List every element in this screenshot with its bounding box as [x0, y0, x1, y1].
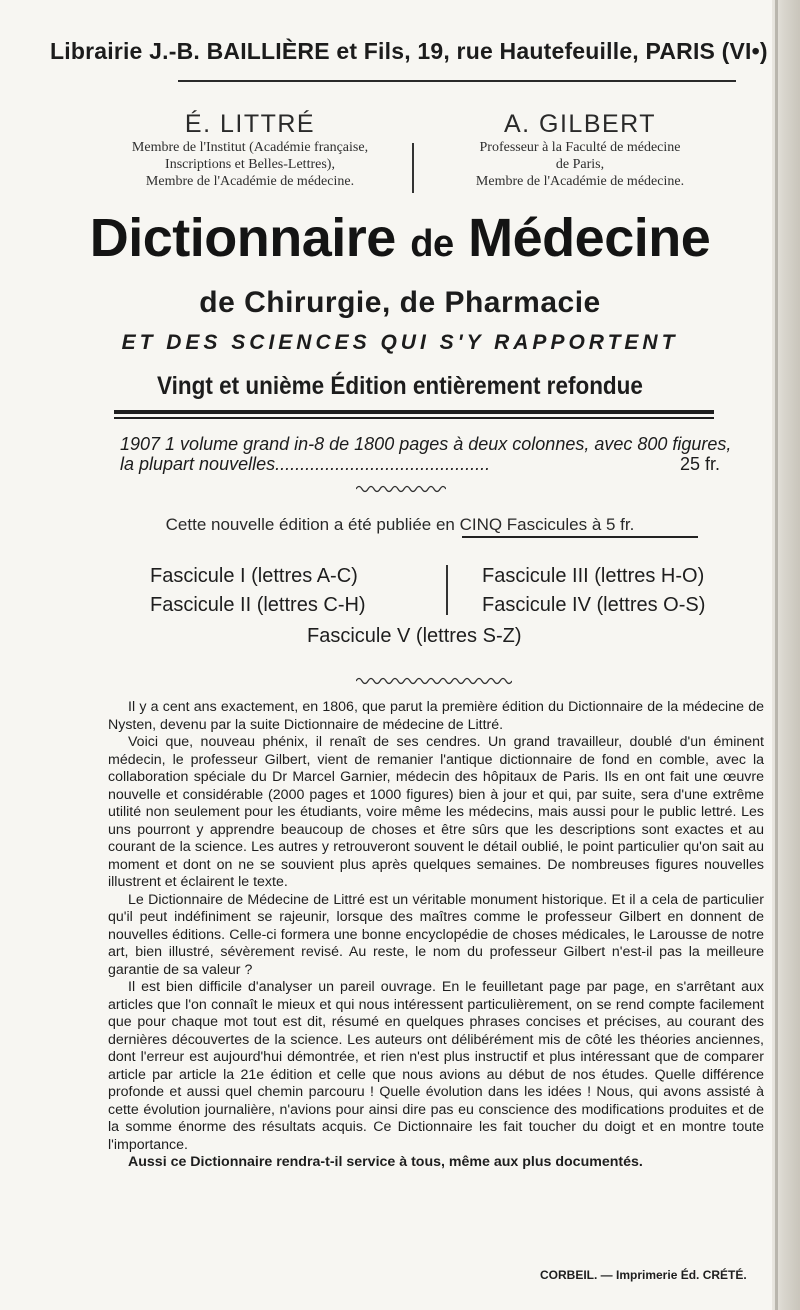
- author-littre: [100, 110, 400, 190]
- header-rule: [178, 80, 736, 82]
- publisher-header: Librairie J.-B. BAILLIÈRE et Fils, 19, rue Hautefeuille, PARIS (VI•): [50, 38, 768, 64]
- review-text: [108, 699, 764, 1172]
- book-subtitle: de Chirurgie, de Pharmacie: [199, 286, 601, 319]
- paragraph: Le Dictionnaire de Médecine de Littré est un véritable monument historique. Et il a cela de particulier qu'il peut indéfiniment se rajeunir, lorsque des maîtres comme le professeur Gilbert en donnent de nouvelles éditions. Celle-ci formera une bonne encyclopédie de choses médicales, le Larousse de notre art, bien illustré, sévèrement revisé. Au reste, le nom du professeur Gilbert n'est-il pas la meilleure garantie de sa valeur ?: [108, 891, 764, 978]
- volume-line-2: [120, 454, 740, 474]
- fascicule-5: Fascicule V (lettres S-Z): [307, 625, 522, 647]
- paragraph: Il y a cent ans exactement, en 1806, que parut la première édition du Dictionnaire de la médecine de Nysten, devenu par la suite Dictionnaire de médecine de Littré.: [108, 699, 764, 733]
- title-end: Médecine: [468, 208, 711, 268]
- fascicule-4: Fascicule IV (lettres O-S): [482, 594, 706, 616]
- page-edge-shadow: [775, 0, 778, 1310]
- edition-rule-thick: [114, 410, 714, 414]
- ornament-squiggle: [356, 676, 512, 686]
- sciences-line: ET DES SCIENCES QUI S'Y RAPPORTENT: [121, 331, 679, 354]
- fascicule-divider: [446, 565, 448, 615]
- author-line: de Paris,: [555, 157, 605, 172]
- edition-rule-thin: [114, 417, 714, 419]
- author-name: É. LITTRÉ: [184, 110, 316, 138]
- paragraph: Aussi ce Dictionnaire rendra-t-il service à tous, même aux plus documentés.: [128, 1154, 643, 1170]
- fascicule-note-underline: [462, 536, 698, 538]
- fascicule-3: Fascicule III (lettres H-O): [482, 565, 705, 587]
- author-name: A. GILBERT: [503, 110, 657, 138]
- author-gilbert: [430, 110, 730, 190]
- title-de: de: [410, 223, 454, 265]
- author-line: Membre de l'Académie de médecine.: [475, 174, 685, 189]
- edition-line: Vingt et unième Édition entièrement refondue: [157, 372, 643, 400]
- paragraph: Voici que, nouveau phénix, il renaît de ses cendres. Un grand travailleur, doublé d'un éminent médecin, le professeur Gilbert, vient de remanier l'antique dictionnaire de fond en comble, avec la collaboration spéciale du Dr Marcel Garnier, médecin des hôpitaux de Paris. Ils en ont fait une œuvre nouvelle et considérable (2000 pages et 1000 figures) bien à jour et qui, par suite, sera d'une extrême utilité non seulement pour les étudiants, voire même les médecins, mais aussi pour le public lettré. Les uns pourront y apprendre beaucoup de choses et être sûrs que les descriptions sont exactes et au courant de la science. Les autres y retrouveront souvent le détail oublié, le point particulier qu'on sait au moment et dont on ne se souvient plus après quelques semaines. De nombreuses figures nouvelles illustrent et éclairent le texte.: [108, 734, 764, 890]
- price: 25 fr.: [679, 454, 720, 474]
- book-title: [40, 208, 760, 274]
- fascicule-1: Fascicule I (lettres A-C): [150, 565, 358, 587]
- author-line: Membre de l'Académie de médecine.: [145, 174, 355, 189]
- fascicule-2: Fascicule II (lettres C-H): [150, 594, 366, 616]
- author-divider: [412, 143, 414, 193]
- volume-description: [120, 434, 740, 474]
- author-line: Professeur à la Faculté de médecine: [479, 140, 681, 155]
- title-main: Dictionnaire: [89, 208, 396, 268]
- volume-line-1: 1907 1 volume grand in-8 de 1800 pages à deux colonnes, avec 800 figures,: [120, 434, 732, 454]
- volume-line-2-text: la plupart nouvelles: [120, 454, 276, 474]
- author-line: Inscriptions et Belles-Lettres),: [165, 157, 335, 172]
- volume-dots: ...........................................: [275, 454, 491, 474]
- author-line: Membre de l'Institut (Académie française,: [131, 140, 369, 155]
- ornament-squiggle: [356, 484, 446, 494]
- fascicule-note: Cette nouvelle édition a été publiée en CINQ Fascicules à 5 fr.: [165, 515, 635, 534]
- paragraph: Il est bien difficile d'analyser un pareil ouvrage. En le feuilletant page par page, en s'arrêtant aux articles que l'on connaît le mieux et qui nous intéressent particulièrement, on se rend compte facilement que pour chaque mot tout est dit, résumé en quelques phrases concises et précises, au courant des dernières découvertes de la science. Les auteurs ont délibérément mis de côté les théories anciennes, dont l'erreur est aujourd'hui démontrée, et rien n'est plus instructif et plus intéressant que de comparer article par article la 21e édition et celle que nous avions au début de nos études. Quelle différence profonde et aussi quel chemin parcouru ! Quelle évolution dans les idées ! Nous, qui avons assisté à cette évolution journalière, n'avions pour ainsi dire pas eu conscience des modifications produites et de la somme énorme des résultats acquis. Ce Dictionnaire les fait toucher du doigt et en montre toute l'importance.: [108, 979, 764, 1153]
- printer-imprint: CORBEIL. — Imprimerie Éd. CRÉTÉ.: [540, 1268, 747, 1282]
